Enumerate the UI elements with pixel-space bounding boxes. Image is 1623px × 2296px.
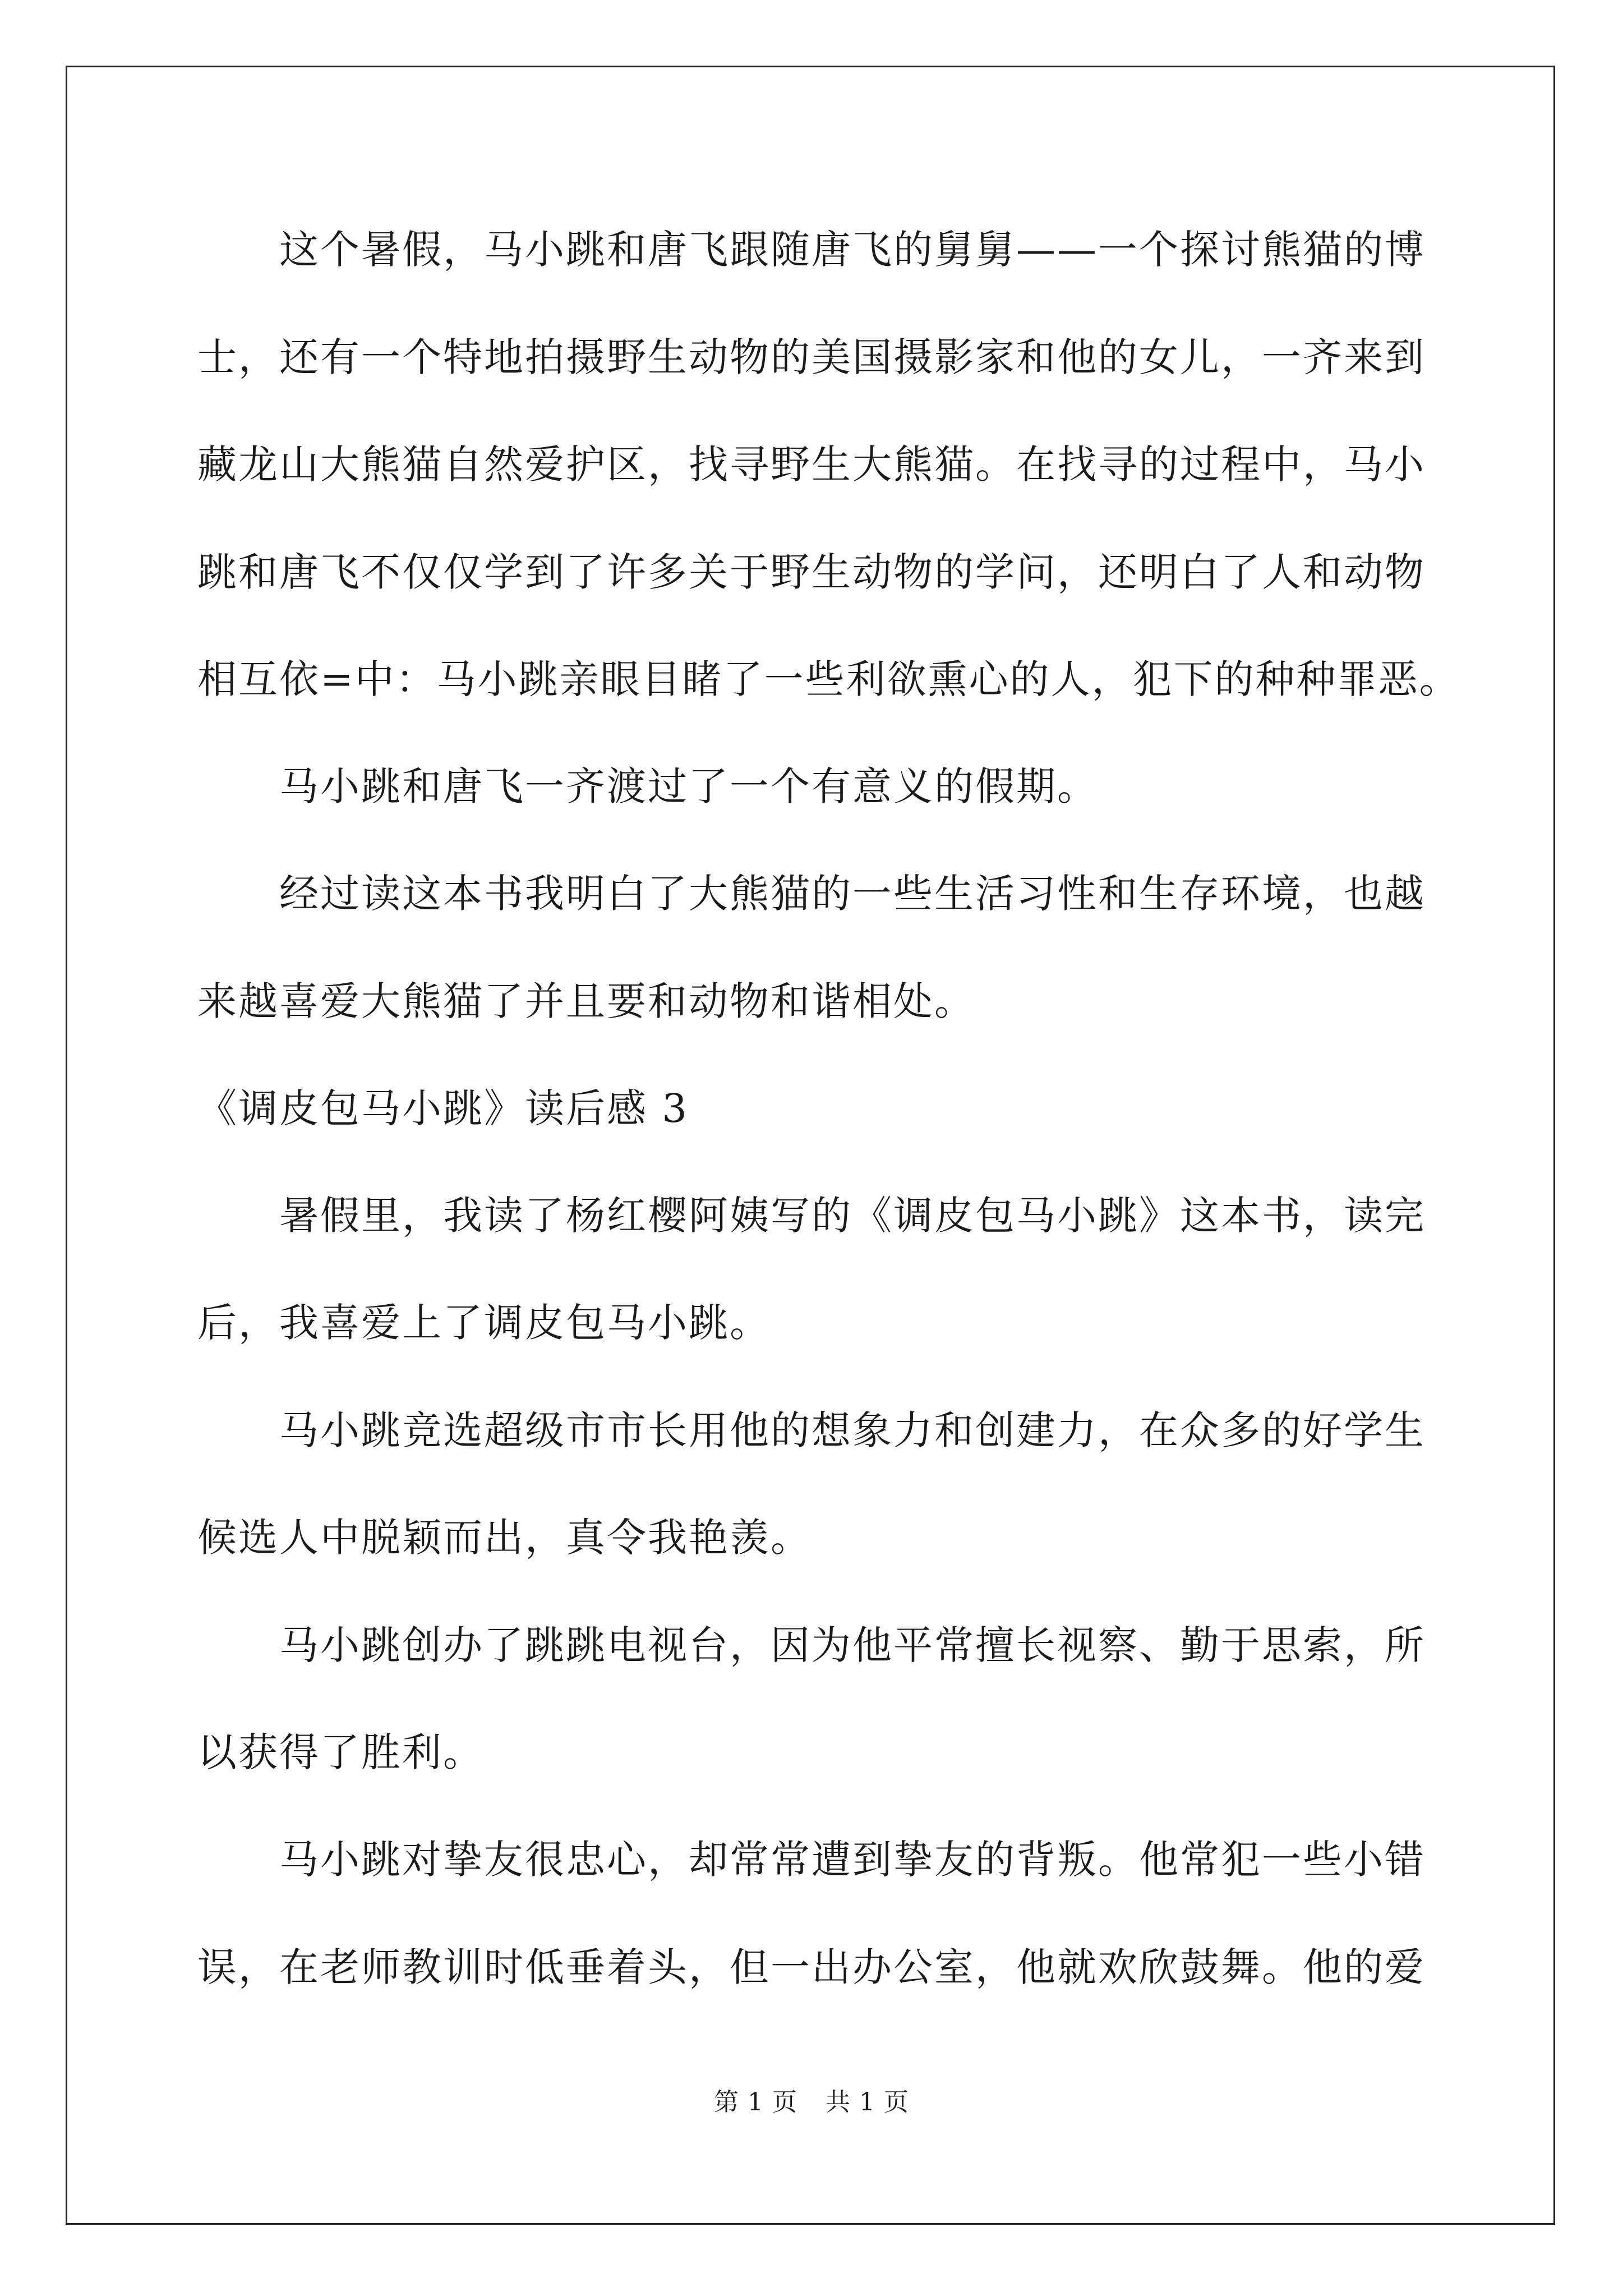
paragraph-line: 误，在老师教训时低垂着头，但一出办公室，他就欢欣鼓舞。他的爱 <box>197 1944 1426 1990</box>
paragraph-line: 跳和唐飞不仅仅学到了许多关于野生动物的学问，还明白了人和动物 <box>197 549 1426 595</box>
paragraph-line: 相互依=中：马小跳亲眼目睹了一些利欲熏心的人，犯下的种种罪恶。 <box>197 656 1460 702</box>
paragraph-line: 马小跳和唐飞一齐渡过了一个有意义的假期。 <box>197 763 1098 809</box>
page-number: 第 1 页 <box>714 2088 797 2116</box>
page-total: 共 1 页 <box>826 2088 909 2116</box>
paragraph-line: 后，我喜爱上了调皮包马小跳。 <box>197 1300 771 1346</box>
paragraph-line: 士，还有一个特地拍摄野生动物的美国摄影家和他的女儿，一齐来到 <box>197 334 1426 380</box>
paragraph-line: 暑假里，我读了杨红樱阿姨写的《调皮包马小跳》这本书，读完 <box>197 1193 1426 1239</box>
paragraph-line: 候选人中脱颖而出，真令我艳羡。 <box>197 1515 811 1561</box>
paragraph-line: 以获得了胜利。 <box>197 1729 484 1775</box>
paragraph-line: 来越喜爱大熊猫了并且要和动物和谐相处。 <box>197 978 975 1024</box>
section-heading: 《调皮包马小跳》读后感 3 <box>197 1085 689 1131</box>
paragraph-line: 马小跳对挚友很忠心，却常常遭到挚友的背叛。他常犯一些小错 <box>197 1837 1426 1883</box>
paragraph-line: 马小跳竞选超级市市长用他的想象力和创建力，在众多的好学生 <box>197 1407 1426 1453</box>
paragraph-line: 马小跳创办了跳跳电视台，因为他平常擅长视察、勤于思索，所 <box>197 1622 1426 1668</box>
paragraph-line: 经过读这本书我明白了大熊猫的一些生活习性和生存环境，也越 <box>197 871 1426 917</box>
paragraph-line: 藏龙山大熊猫自然爱护区，找寻野生大熊猫。在找寻的过程中，马小 <box>197 441 1426 487</box>
page-footer <box>0 2087 1623 2118</box>
page-border <box>66 66 1555 2225</box>
paragraph-line: 这个暑假，马小跳和唐飞跟随唐飞的舅舅——一个探讨熊猫的博 <box>197 227 1426 273</box>
